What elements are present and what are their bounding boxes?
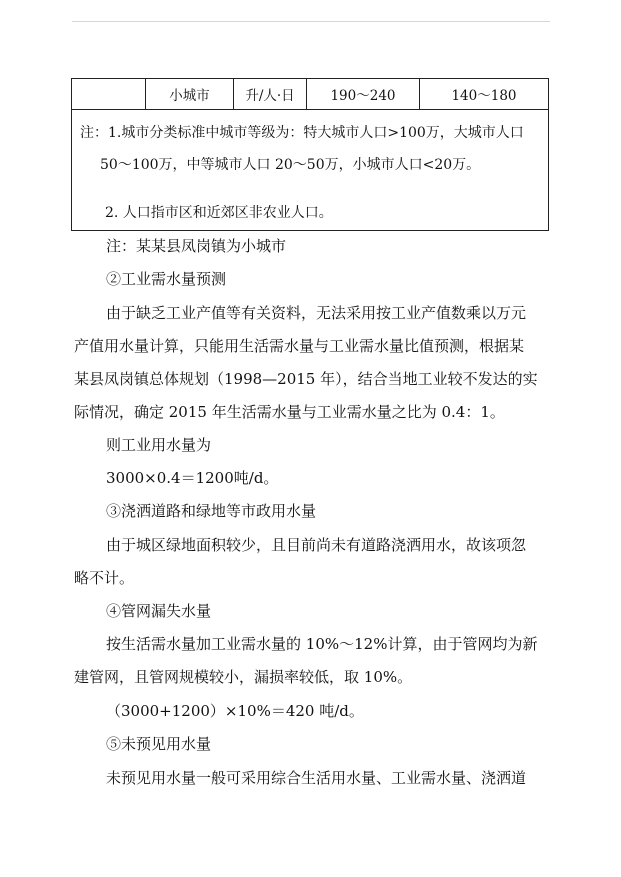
table-note-line-1: 注：1.城市分类标准中城市等级为：特大城市人口>100万，大城市人口 <box>80 125 524 141</box>
table-row <box>72 79 549 110</box>
table-note-line-2: 50～100万，中等城市人口 20～50万，小城市人口<20万。 <box>100 157 481 173</box>
section-heading-industrial: ②工业需水量预测 <box>106 270 227 288</box>
table-cell-blank <box>72 79 146 110</box>
paragraph-line: 则工业用水量为 <box>106 436 212 454</box>
section-heading-leakage: ④管网漏失水量 <box>106 602 212 620</box>
section-heading-unforeseen: ⑤未预见用水量 <box>106 735 212 753</box>
paragraph-line: 际情况，确定 2015 年生活需水量与工业需水量之比为 0.4：1。 <box>74 403 505 421</box>
table-cell-max-value: 190～240 <box>307 79 420 110</box>
paragraph-line: 某县凤岗镇总体规划（1998—2015 年），结合当地工业较不发达的实 <box>74 370 538 388</box>
paragraph-line: 由于缺乏工业产值等有关资料，无法采用按工业产值数乘以万元 <box>106 304 527 322</box>
paragraph-line: 按生活需水量加工业需水量的 10%～12%计算，由于管网均为新 <box>106 635 538 653</box>
table-cell-avg-value: 140～180 <box>420 79 549 110</box>
formula-leakage: （3000+1200）×10%＝420 吨/d。 <box>106 702 364 720</box>
formula-industrial: 3000×0.4＝1200吨/d。 <box>106 469 279 487</box>
paragraph-line: 产值用水量计算，只能用生活需水量与工业需水量比值预测，根据某 <box>74 337 525 355</box>
header-rule <box>72 21 550 22</box>
table-note-line-3: 2. 人口指市区和近郊区非农业人口。 <box>105 205 333 221</box>
paragraph-line: 未预见用水量一般可采用综合生活用水量、工业需水量、浇洒道 <box>106 769 527 787</box>
paragraph-line: 略不计。 <box>74 569 135 587</box>
paragraph-line: 建管网，且管网规模较小，漏损率较低，取 10%。 <box>74 668 413 686</box>
section-heading-municipal: ③浇洒道路和绿地等市政用水量 <box>106 502 317 520</box>
table-cell-unit: 升/人·日 <box>234 79 307 110</box>
town-note: 注：某某县凤岗镇为小城市 <box>106 237 287 255</box>
paragraph-line: 由于城区绿地面积较少，且目前尚未有道路浇洒用水，故该项忽 <box>106 536 527 554</box>
table-cell-city-size: 小城市 <box>146 79 234 110</box>
